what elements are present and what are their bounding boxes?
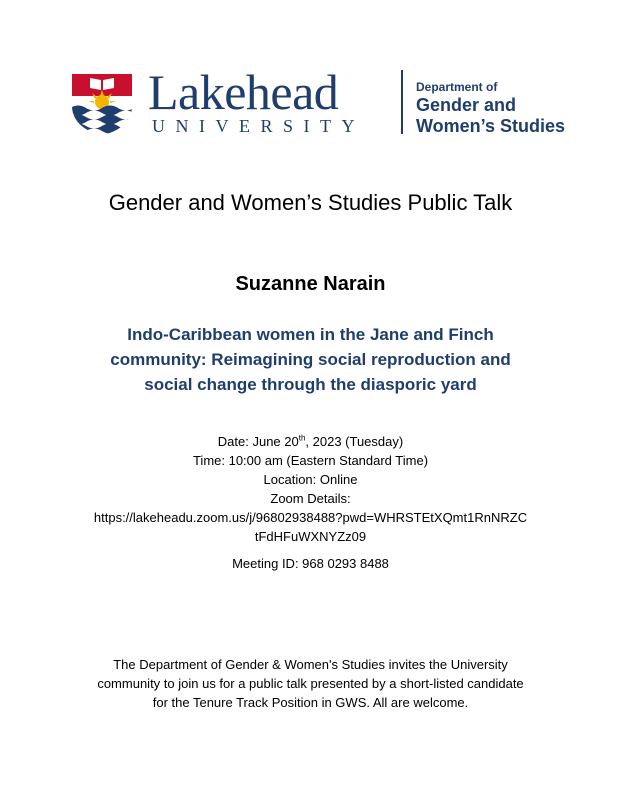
footer-line-2: community to join us for a public talk presented by a short-listed candidate	[97, 676, 524, 691]
department-name	[416, 80, 565, 137]
event-details	[0, 432, 621, 573]
topic-line-3: social change through the diasporic yard	[144, 375, 477, 394]
dept-line-2: Gender and	[416, 95, 517, 115]
meeting-id: Meeting ID: 968 0293 8488	[232, 556, 389, 571]
topic-line-1: Indo-Caribbean women in the Jane and Finch	[127, 325, 494, 344]
logo-divider	[401, 70, 403, 134]
event-date: Date: June 20th, 2023 (Tuesday)	[217, 433, 404, 449]
dept-line-1: Department of	[416, 80, 498, 94]
event-time: Time: 10:00 am (Eastern Standard Time)	[192, 453, 429, 468]
wordmark-university: UNIVERSITY	[152, 116, 365, 136]
invitation-paragraph	[0, 655, 621, 712]
event-location: Location: Online	[263, 472, 358, 487]
zoom-link-line-2[interactable]: tFdHFuWXNYZz09	[254, 529, 367, 544]
speaker-name: Suzanne Narain	[235, 273, 386, 295]
university-wordmark	[148, 64, 388, 140]
footer-line-3: for the Tenure Track Position in GWS. All are welcome.	[152, 695, 469, 710]
footer-line-1: The Department of Gender & Women's Studies invites the University	[113, 657, 508, 672]
zoom-label: Zoom Details:	[270, 491, 351, 506]
dept-line-3: Women’s Studies	[416, 116, 566, 136]
talk-topic	[0, 322, 621, 397]
zoom-link-line-1[interactable]: https://lakeheadu.zoom.us/j/96802938488?pwd=WHRSTEtXQmt1RnNRZC	[93, 510, 528, 525]
shield-book-sun-waves-icon	[70, 72, 134, 136]
page-title: Gender and Women’s Studies Public Talk	[108, 190, 513, 215]
lakehead-logo	[70, 64, 590, 140]
date-ordinal: th	[298, 433, 306, 443]
zoom-link[interactable]	[0, 508, 621, 546]
wordmark-lakehead: Lakehead	[148, 64, 339, 120]
topic-line-2: community: Reimagining social reproduction and	[110, 350, 511, 369]
